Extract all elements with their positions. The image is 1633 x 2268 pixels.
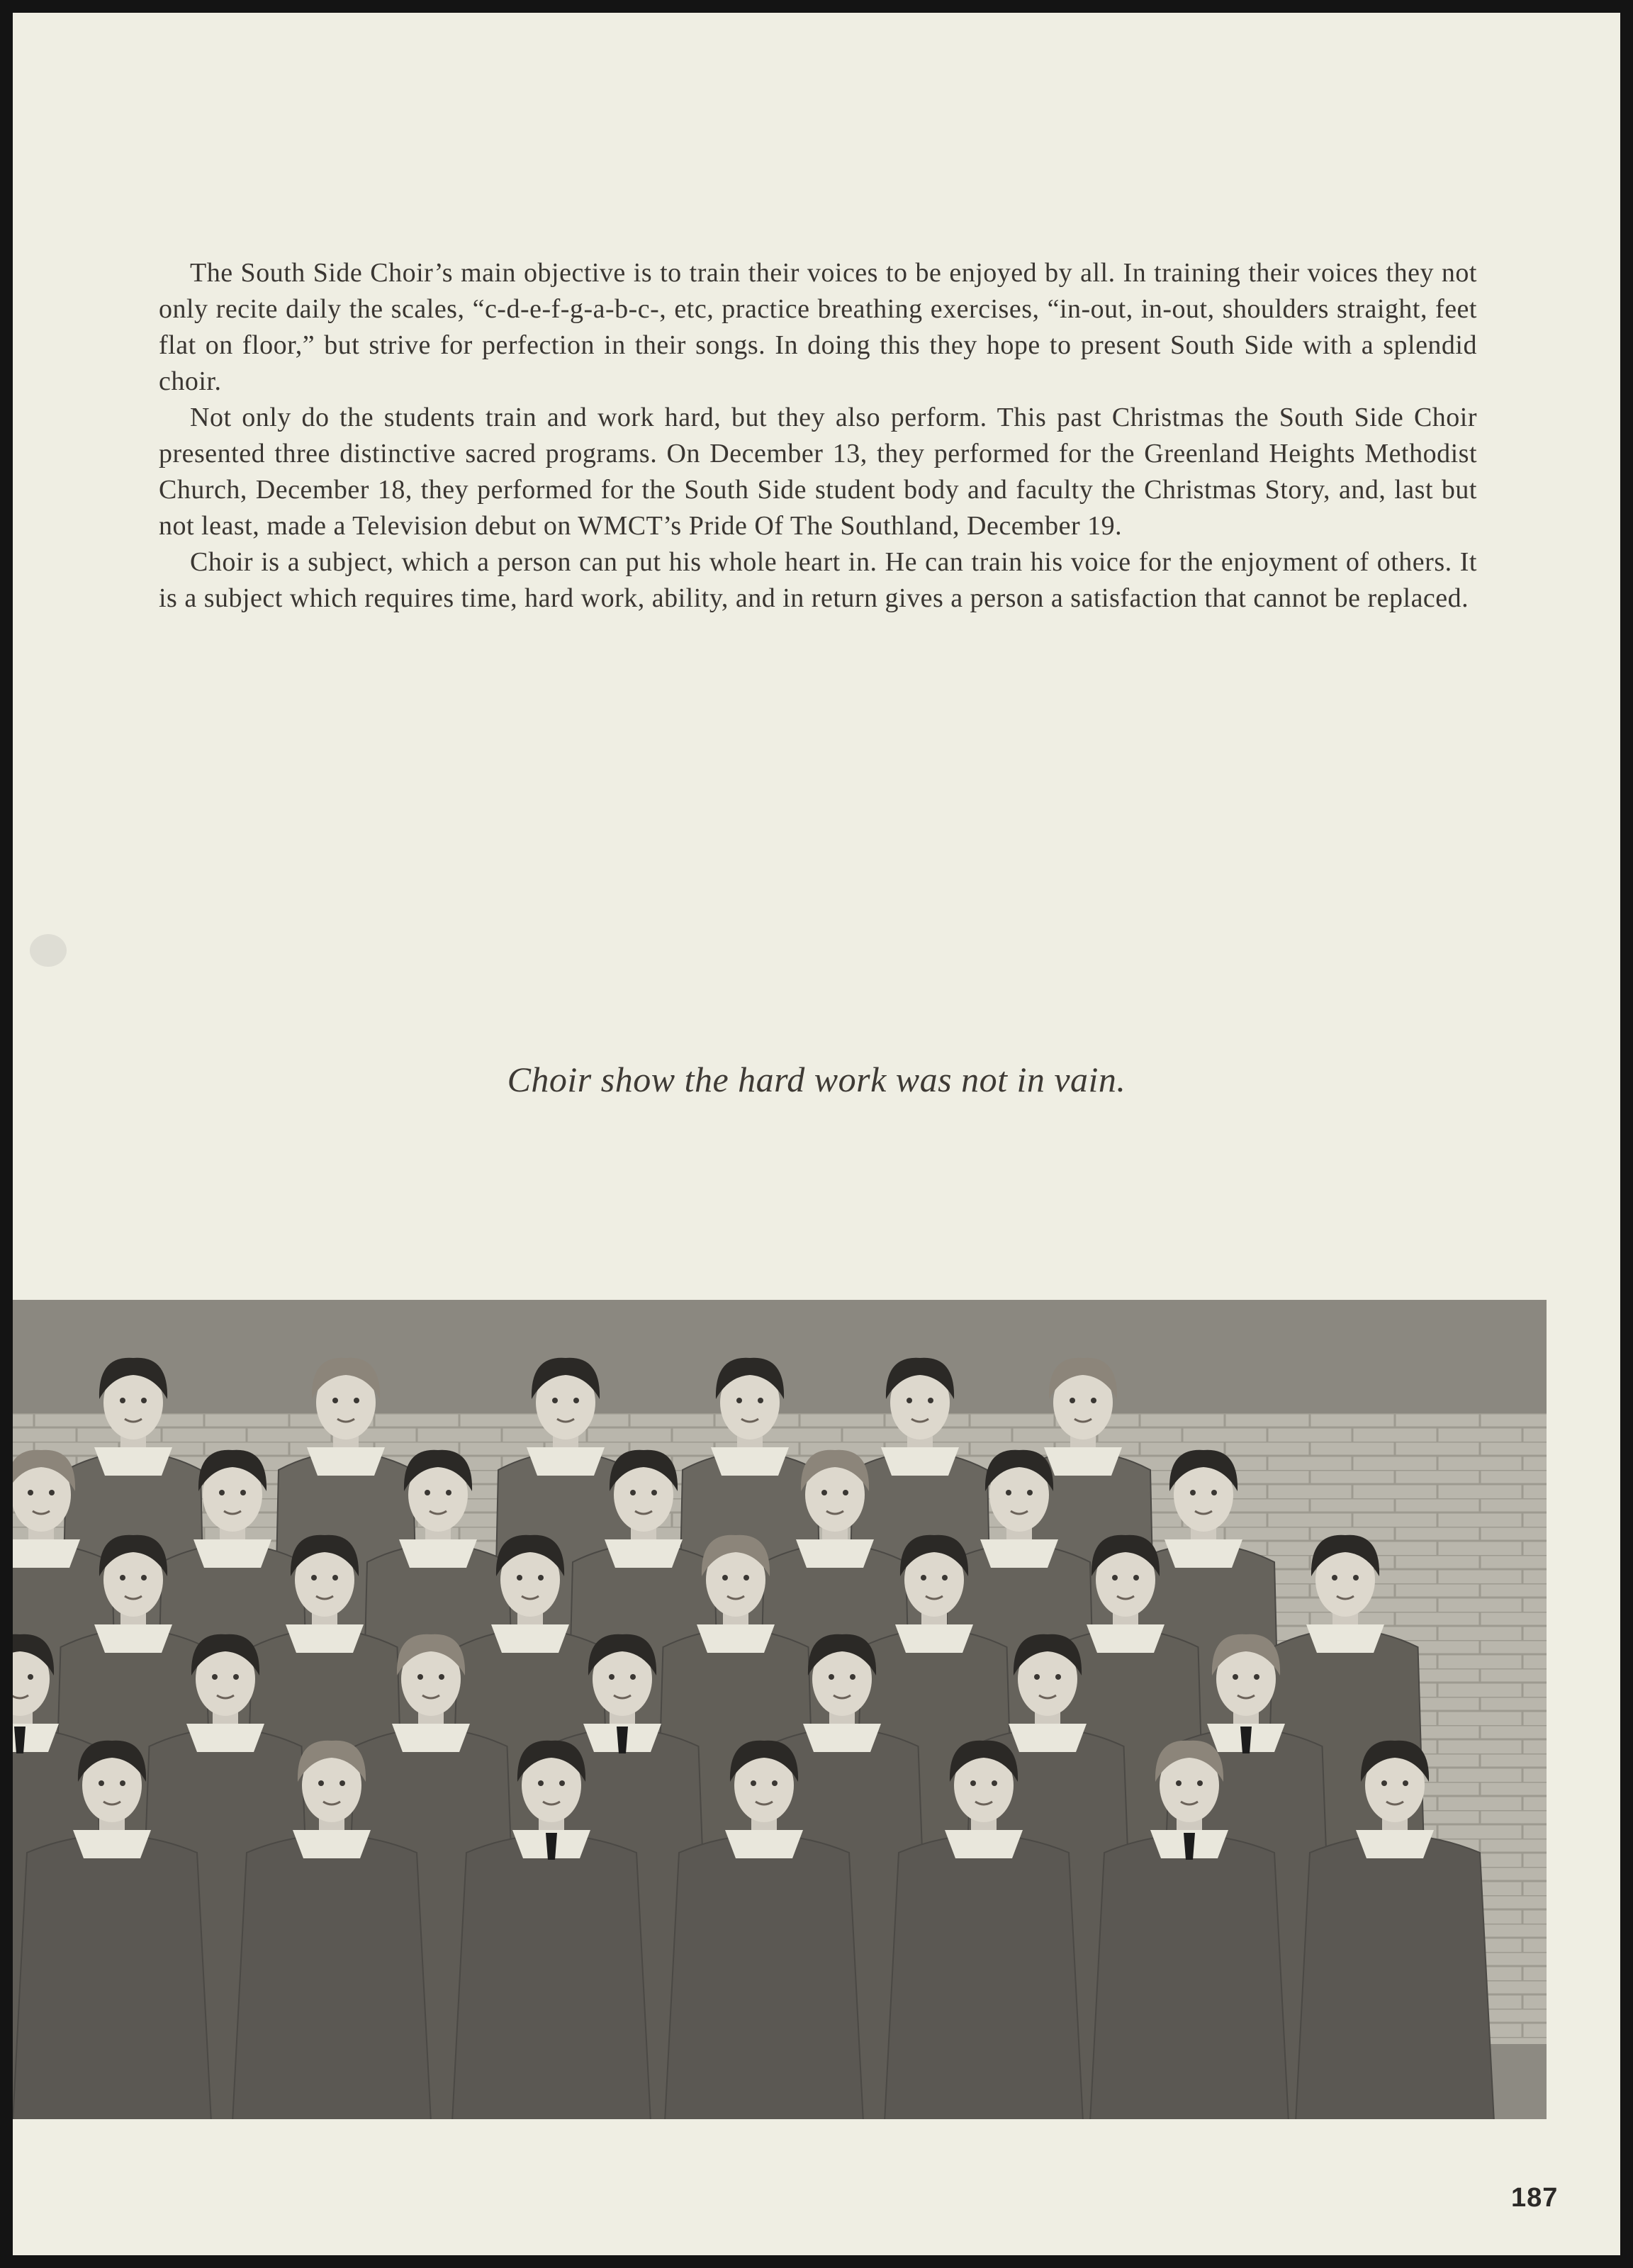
paragraph-objective: The South Side Choir’s main objective is to train their voices to be enjoyed by all. In training their voices they not only recite daily the scales, “c-d-e-f-g-a-b-c-, etc, practice breathing exercises, “in-out, in-out, shoulders straight, feet flat on floor,” but strive for perfection in their songs. In doing this they hope to present South Side with a splendid choir. [159,258,1477,396]
photo-caption: Choir show the hard work was not in vain. [507,1060,1126,1099]
page-number: 187 [1511,2183,1559,2213]
yearbook-page [13,13,1620,2255]
paragraph-performances: Not only do the students train and work hard, but they also perform. This past Christmas the South Side Choir presented three distinctive sacred programs. On December 13, they performed for the Greenland Heights Methodist Church, December 18, they performed for the South Side student body and faculty the Christmas Story, and, last but not least, made a Television debut on WMCT’s Pride Of The Southland, December 19. [159,403,1477,541]
paragraph-subject: Choir is a subject, which a person can put his whole heart in. He can train his voice for the enjoyment of others. It is a subject which requires time, hard work, ability, and in return gives a person a satisfaction that cannot be replaced. [159,547,1477,613]
article-body [159,255,1477,617]
paper-stain [30,934,67,967]
choir-group-photo [13,1300,1547,2119]
